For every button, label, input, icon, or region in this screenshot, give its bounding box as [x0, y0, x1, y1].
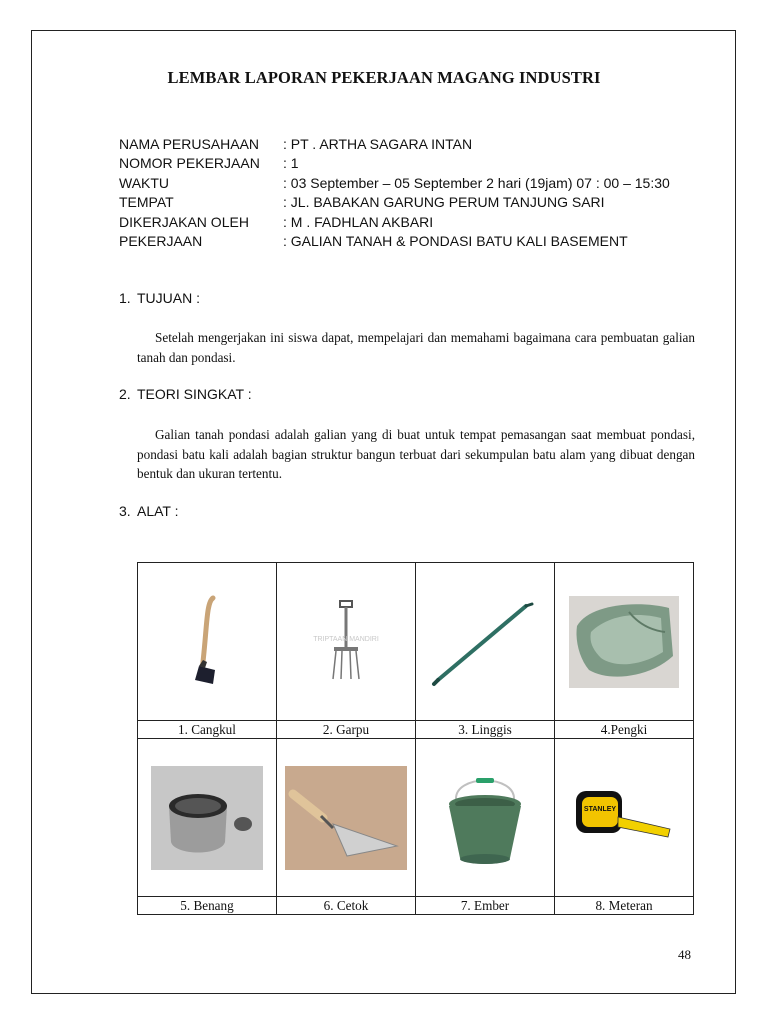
hoe-icon — [177, 592, 237, 692]
tool-image-cell — [555, 739, 694, 897]
tool-image-cell — [138, 563, 277, 721]
section-heading-teori — [119, 386, 252, 402]
watermark-text: TRIPTAAN MANDIRI — [313, 635, 379, 643]
tool-image-cell — [138, 739, 277, 897]
section-text-teori — [137, 425, 695, 484]
info-label: WAKTU — [119, 174, 170, 191]
tool-caption: 3. Linggis — [416, 721, 555, 739]
section-title: ALAT : — [137, 503, 179, 519]
info-value: : 03 September – 05 September 2 hari (19jam) 07 : 00 – 15:30 — [283, 174, 670, 191]
info-value: : M . FADHLAN AKBARI — [283, 213, 434, 230]
brand-text: STANLEY — [583, 805, 617, 813]
info-row-place — [119, 193, 670, 212]
info-value: : JL. BABAKAN GARUNG PERUM TANJUNG SARI — [283, 194, 605, 211]
info-value: : PT . ARTHA SAGARA INTAN — [283, 136, 473, 152]
info-label: TEMPAT — [119, 194, 174, 211]
bucket-icon — [440, 766, 530, 870]
info-block — [119, 135, 670, 251]
section-number: 3. — [119, 503, 131, 519]
dustpan-icon — [569, 596, 679, 688]
page-number: 48 — [678, 947, 691, 962]
section-title: TEORI SINGKAT : — [137, 386, 252, 402]
tool-caption: 8. Meteran — [555, 897, 694, 915]
section-title: TUJUAN : — [137, 290, 200, 306]
section-text-tujuan — [137, 328, 695, 367]
tape-measure-icon — [574, 783, 674, 853]
info-value: : GALIAN TANAH & PONDASI BATU KALI BASEMENT — [283, 232, 628, 249]
info-row-time — [119, 174, 670, 193]
tool-caption: 1. Cangkul — [138, 721, 277, 739]
tool-caption: 2. Garpu — [277, 721, 416, 739]
info-row-worker — [119, 213, 670, 232]
crowbar-icon — [430, 592, 540, 692]
info-row-company — [119, 135, 670, 154]
info-row-job-number — [119, 154, 670, 173]
tool-image-cell — [277, 563, 416, 721]
tool-image-cell — [416, 563, 555, 721]
tool-caption: 6. Cetok — [277, 897, 416, 915]
section-number: 1. — [119, 290, 131, 306]
tools-table — [137, 562, 694, 915]
tool-image-cell — [555, 563, 694, 721]
tool-caption: 5. Benang — [138, 897, 277, 915]
info-label: NOMOR PEKERJAAN — [119, 155, 260, 172]
paragraph-text: Setelah mengerjakan ini siswa dapat, mempelajari dan memahami bagaimana cara pembuatan galian tanah dan pondasi. — [137, 330, 695, 365]
thread-roll-icon — [151, 766, 263, 870]
info-label: DIKERJAKAN OLEH — [119, 213, 249, 230]
section-number: 2. — [119, 386, 131, 402]
info-value: : 1 — [283, 155, 299, 172]
section-heading-alat — [119, 503, 179, 519]
document-title: LEMBAR LAPORAN PEKERJAAN MAGANG INDUSTRI — [167, 68, 601, 87]
fork-icon — [291, 597, 401, 687]
tool-caption: 7. Ember — [416, 897, 555, 915]
paragraph-text: Galian tanah pondasi adalah galian yang di buat untuk tempat pemasangan saat membuat pondasi, pondasi batu kali adalah bagian struktur bangun terbuat dari sekumpulan batu alam yang dibuat dengan bentuk dan ukuran tertentu. — [137, 427, 695, 481]
info-row-job — [119, 232, 670, 251]
tool-image-cell — [277, 739, 416, 897]
trowel-icon — [285, 766, 407, 870]
info-label: PEKERJAAN — [119, 232, 203, 249]
info-label: NAMA PERUSAHAAN — [119, 136, 260, 152]
section-heading-tujuan — [119, 290, 200, 306]
tool-caption: 4.Pengki — [555, 721, 694, 739]
tool-image-cell — [416, 739, 555, 897]
